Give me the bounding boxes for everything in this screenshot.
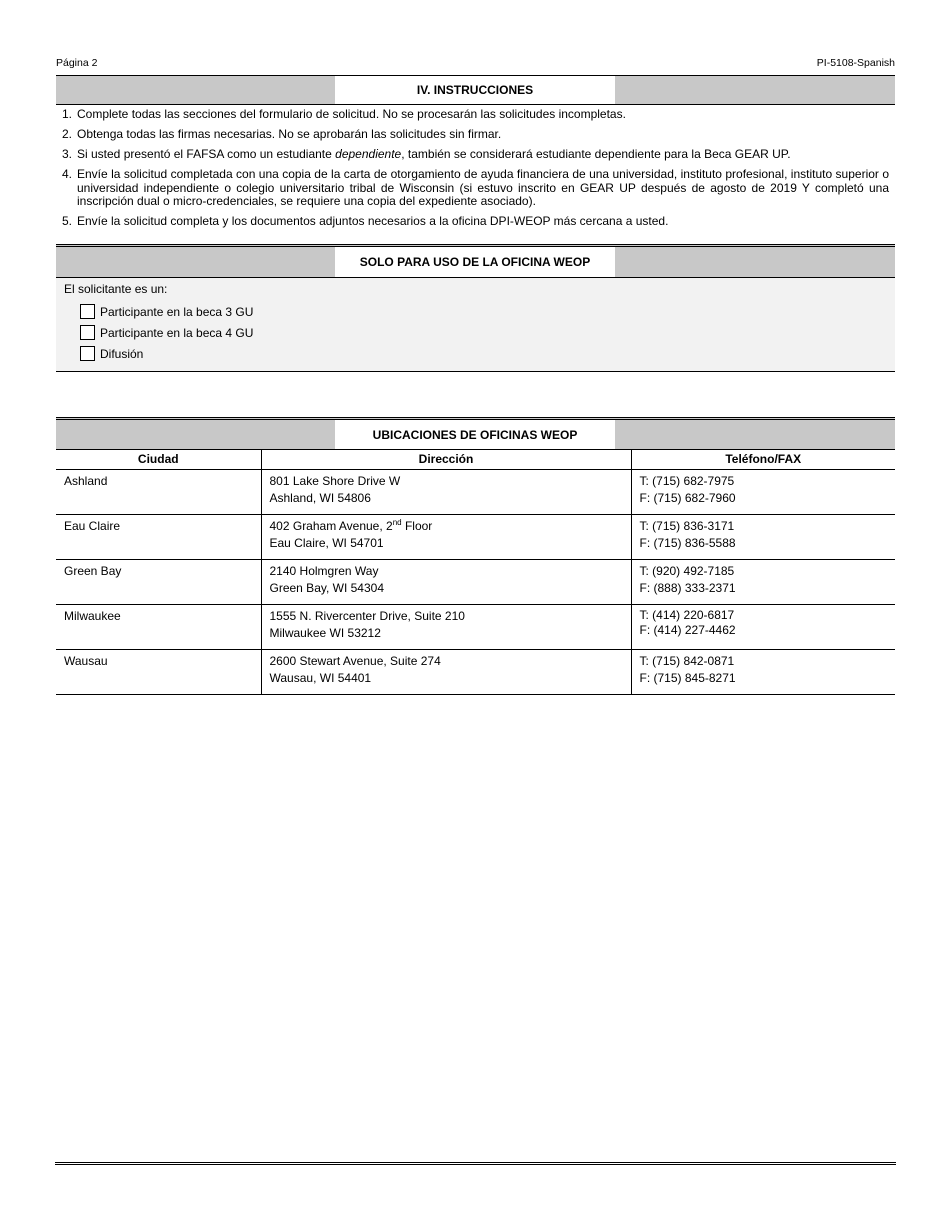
- phone-cell: T: (414) 220-6817 F: (414) 227-4462: [631, 605, 895, 650]
- phone-cell: T: (920) 492-7185 F: (888) 333-2371: [631, 560, 895, 605]
- instructions-list: [62, 108, 889, 235]
- instructions-header: [56, 75, 895, 105]
- instruction-item: 3. Si usted presentó el FAFSA como un estudiante dependiente, también se considerará estudiante dependiente para la Beca GEAR UP.: [62, 147, 791, 161]
- phone-cell: T: (715) 836-3171 F: (715) 836-5588: [631, 515, 895, 560]
- address-cell: 2140 Holmgren Way Green Bay, WI 54304: [261, 560, 631, 605]
- office-use-section: [56, 278, 895, 372]
- page-number: Página 2: [56, 57, 98, 69]
- table-row: [56, 605, 895, 650]
- checkbox[interactable]: [80, 346, 95, 361]
- instructions-title: IV. INSTRUCCIONES: [335, 76, 615, 104]
- locations-title: UBICACIONES DE OFICINAS WEOP: [335, 420, 615, 449]
- locations-header: [56, 417, 895, 450]
- instruction-item: 5. Envíe la solicitud completa y los documentos adjuntos necesarios a la oficina DPI-WEOP más cercana a usted.: [62, 214, 669, 228]
- city-cell: Eau Claire: [56, 515, 261, 560]
- locations-table: [56, 449, 895, 695]
- table-row: [56, 515, 895, 560]
- office-use-title: SOLO PARA USO DE LA OFICINA WEOP: [335, 247, 615, 277]
- table-row: [56, 560, 895, 605]
- instruction-item: 2. Obtenga todas las firmas necesarias. No se aprobarán las solicitudes sin firmar.: [62, 127, 502, 141]
- option-grant-3gu[interactable]: Participante en la beca 3 GU: [80, 304, 253, 319]
- option-outreach[interactable]: Difusión: [80, 346, 143, 361]
- page-header: [56, 57, 895, 71]
- office-use-header: [56, 244, 895, 278]
- instruction-item: 1. Complete todas las secciones del formulario de solicitud. No se procesarán las solicitudes incompletas.: [62, 107, 626, 121]
- applicant-type-label: El solicitante es un:: [64, 282, 168, 296]
- checkbox[interactable]: [80, 304, 95, 319]
- address-cell: 2600 Stewart Avenue, Suite 274 Wausau, WI 54401: [261, 650, 631, 695]
- column-header-city: Ciudad: [56, 449, 261, 470]
- instruction-item: 4. Envíe la solicitud completada con una copia de la carta de otorgamiento de ayuda financiera de una universidad, instituto profesional, instituto superior o universidad independiente o colegio universitario tribal de Wisconsin (si estuvo inscrito en GEAR UP después de agosto de 2019 Y completó una inscripción dual o micro-credenciales, se requiere una copia del expediente asociado).: [62, 167, 889, 208]
- city-cell: Ashland: [56, 470, 261, 515]
- table-row: [56, 470, 895, 515]
- form-id: PI-5108-Spanish: [816, 57, 895, 69]
- option-grant-4gu[interactable]: Participante en la beca 4 GU: [80, 325, 253, 340]
- table-header-row: [56, 449, 895, 470]
- column-header-phone: Teléfono/FAX: [631, 449, 895, 470]
- city-cell: Wausau: [56, 650, 261, 695]
- checkbox[interactable]: [80, 325, 95, 340]
- phone-cell: T: (715) 842-0871 F: (715) 845-8271: [631, 650, 895, 695]
- table-row: [56, 650, 895, 695]
- address-cell: 801 Lake Shore Drive W Ashland, WI 54806: [261, 470, 631, 515]
- city-cell: Green Bay: [56, 560, 261, 605]
- city-cell: Milwaukee: [56, 605, 261, 650]
- address-cell: 402 Graham Avenue, 2nd Floor Eau Claire, WI 54701: [261, 515, 631, 560]
- phone-cell: T: (715) 682-7975 F: (715) 682-7960: [631, 470, 895, 515]
- column-header-address: Dirección: [261, 449, 631, 470]
- address-cell: 1555 N. Rivercenter Drive, Suite 210 Milwaukee WI 53212: [261, 605, 631, 650]
- footer-rule: [55, 1162, 896, 1165]
